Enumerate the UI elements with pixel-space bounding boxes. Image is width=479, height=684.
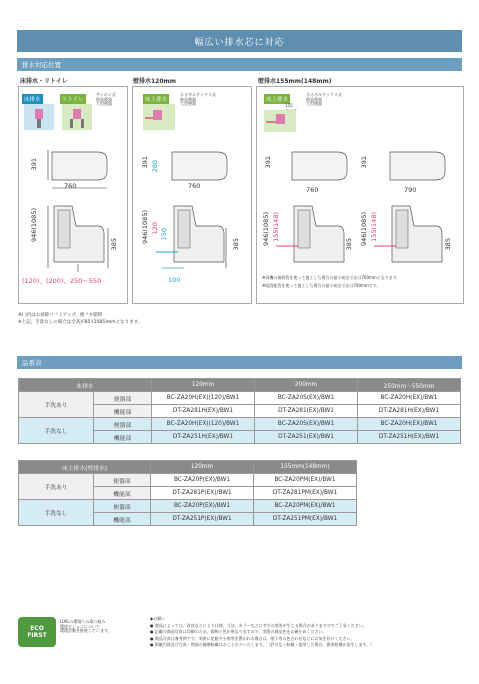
dim-760-p1: 760 xyxy=(64,182,77,190)
dim-391-p3b: 391 xyxy=(360,156,368,169)
bottom-note: ● 商品によっては、改良などにより仕様、寸法、カラーなどに多少の変更が生じる場合がありますのでご了承ください。 xyxy=(150,622,367,628)
dim-385-p2: 385 xyxy=(232,238,240,251)
t1-type: 便器部 xyxy=(94,392,152,405)
dim-946-p1: 946(1085) xyxy=(30,208,38,243)
tag-retoilet: リトイレ xyxy=(60,94,86,104)
t1-cell: DT-ZA281H(EX)/BW1 xyxy=(152,405,255,418)
t1-cell: BC-ZA20S(EX)/BW1 xyxy=(255,392,358,405)
dim-385-p3a: 385 xyxy=(345,238,353,251)
bottom-note: ◆お願い xyxy=(150,616,166,621)
t2-cell: BC-ZA20P(EX)/BW1 xyxy=(151,500,254,513)
t1-group-1: 手洗なし xyxy=(19,418,94,444)
t2-group-0: 手洗あり xyxy=(19,474,94,500)
toilet-retoilet-icon xyxy=(62,104,92,130)
bottom-notes xyxy=(150,616,462,649)
dim-760-p2: 760 xyxy=(188,182,201,190)
t2-type: 機能部 xyxy=(94,487,151,500)
tag-wall-upper: 床上排水 xyxy=(143,94,169,104)
toilet-drawing-top-1 xyxy=(28,140,118,314)
eco-text: LIXILの環境への取り組み 環境ビジョンについて 環境活動を推進しています。 xyxy=(60,619,112,633)
eco-first-logo xyxy=(18,617,56,647)
dim-946-p3a: 946(1085) xyxy=(262,212,270,247)
dim-391-p2: 391 xyxy=(141,156,149,169)
t1-type: 機能部 xyxy=(94,431,152,444)
section-header-drain-position: 排水対応位置 xyxy=(17,58,462,71)
dim-946-p3b: 946(1085) xyxy=(360,212,368,247)
t1-header-3: 200mm xyxy=(255,379,358,392)
tag-floor-upper: 床上排水 xyxy=(264,94,290,104)
t1-cell: BC-ZA20H(EX)/BW1 xyxy=(358,418,461,431)
t2-cell: DT-ZA251P(EX)/BW1 xyxy=(151,513,254,526)
subhead-wall155: 壁排水155mm(148mm) xyxy=(258,78,332,85)
dim-391-p3a: 391 xyxy=(264,156,272,169)
subhead-wall120: 壁排水120mm xyxy=(133,78,177,85)
t2-cell: BC-ZA20PM(EX)/BW1 xyxy=(254,474,357,487)
bottom-note: ● 掲載内容及び写真・図面の無断転載はおことわりいたします。（許可なく転載・流用した場合、損害賠償が発生します。） xyxy=(150,642,375,647)
t2-cell: BC-ZA20P(EX)/BW1 xyxy=(151,474,254,487)
t2-cell: DT-ZA281P(EX)/BW1 xyxy=(151,487,254,500)
t1-cell: DT-ZA251H(EX)/BW1 xyxy=(358,431,461,444)
t2-header-0: 床上排水(壁排水) xyxy=(19,461,151,474)
dim-790-p3b: 790 xyxy=(404,186,417,194)
t2-type: 機能部 xyxy=(94,513,151,526)
t1-cell: DT-ZA281(EX)/BW1 xyxy=(255,405,358,418)
tag-type-155: 155 xyxy=(285,103,293,108)
tag-note-2: ネオボルテックス式 防臭便器 大型便器 xyxy=(180,92,216,106)
t1-cell: BC-ZA20H(EX)/BW1 xyxy=(358,392,461,405)
t1-cell: DT-ZA281H(EX)/BW1 xyxy=(358,405,461,418)
t2-type: 便器部 xyxy=(94,474,151,487)
toilet-wall155-icon xyxy=(264,110,296,132)
t1-type: 便器部 xyxy=(94,418,152,431)
dim-385-p1: 385 xyxy=(110,238,118,251)
tag-note-1: サイホン式 防臭便器 大型便器 xyxy=(96,92,116,106)
t2-cell: DT-ZA281PM(EX)/BW1 xyxy=(254,487,357,500)
t1-header-0: 床排水 xyxy=(19,379,152,392)
toilet-floor-icon xyxy=(24,104,54,130)
dim-150-p2: 150 xyxy=(160,228,168,241)
bottom-note: ● 商品写真は参考例です。実際に花瓶や小物等を置かれる場合は、壁下等の色合わせなどにお気を付けください。 xyxy=(150,635,355,641)
parts-table-floor xyxy=(18,378,461,444)
t1-cell: BC-ZA20H(EX)(120)/BW1 xyxy=(152,392,255,405)
dim-155-p3b: 155(148) xyxy=(370,212,378,242)
footnote-1: ※( )内はお掃除リフトアップ、便フタ開時 xyxy=(18,313,103,318)
panel3-note-1: ※両機の接続管を使って施工した場合の最小前出寸法は760mmとなります。 xyxy=(262,275,401,280)
t1-header-4: 250mm〜550mm xyxy=(358,379,461,392)
t1-cell: DT-ZA251H(EX)/BW1 xyxy=(152,431,255,444)
t1-cell: BC-ZA20S(EX)/BW1 xyxy=(255,418,358,431)
dim-760-p3a: 760 xyxy=(306,186,319,194)
t1-type: 機能部 xyxy=(94,405,152,418)
tag-floor: 床排水 xyxy=(22,94,43,104)
t1-cell: BC-ZA20H(EX)(120)/BW1 xyxy=(152,418,255,431)
t2-cell: DT-ZA251PM(EX)/BW1 xyxy=(254,513,357,526)
subhead-floor: 床排水・リトイレ xyxy=(20,78,68,85)
dim-385-p3b: 385 xyxy=(444,238,452,251)
eco-line1: ECO xyxy=(30,625,44,632)
t2-type: 便器部 xyxy=(94,500,151,513)
parts-table-wall xyxy=(18,460,357,526)
dim-range-p1: (120)、(200)、250〜550 xyxy=(22,277,102,285)
t2-cell: BC-ZA20PM(EX)/BW1 xyxy=(254,500,357,513)
t2-group-1: 手洗なし xyxy=(19,500,94,526)
dim-120-p2: 120 xyxy=(151,222,159,235)
dim-280-p2: 280 xyxy=(151,160,159,173)
t2-header-2: 120mm xyxy=(151,461,254,474)
page-title-banner: 幅広い排水芯に対応 xyxy=(17,30,462,52)
t1-cell: DT-ZA251(EX)/BW1 xyxy=(255,431,358,444)
toilet-wall-icon xyxy=(143,104,175,130)
tag-note-3: ネオボルテックス式 防臭便器 大型便器 xyxy=(306,92,342,106)
dim-391-p1: 391 xyxy=(30,158,38,171)
eco-line2: FIRST xyxy=(27,632,47,639)
bottom-note: ● 記載の商品写真は印刷のため、現物と色が異なりますので、実際の商品色をお確かめください。 xyxy=(150,629,327,634)
dim-946-p2: 946(1085) xyxy=(141,210,149,245)
t1-group-0: 手洗あり xyxy=(19,392,94,418)
section-header-parts-table: 品番表 xyxy=(17,356,462,369)
toilet-drawing-2 xyxy=(150,140,246,314)
dim-155-p3a: 155(148) xyxy=(272,212,280,242)
dim-100-p2: 100 xyxy=(168,276,181,284)
footnote-2: ※上記、手洗なしの場合は全高が85‧(1085)mmとなります。 xyxy=(18,320,143,325)
t1-header-2: 120mm xyxy=(152,379,255,392)
t2-header-3: 155mm(148mm) xyxy=(254,461,357,474)
panel3-note-2: ※既設配管を使って施工した場合の最小前出寸法は790mmです。 xyxy=(262,283,381,288)
